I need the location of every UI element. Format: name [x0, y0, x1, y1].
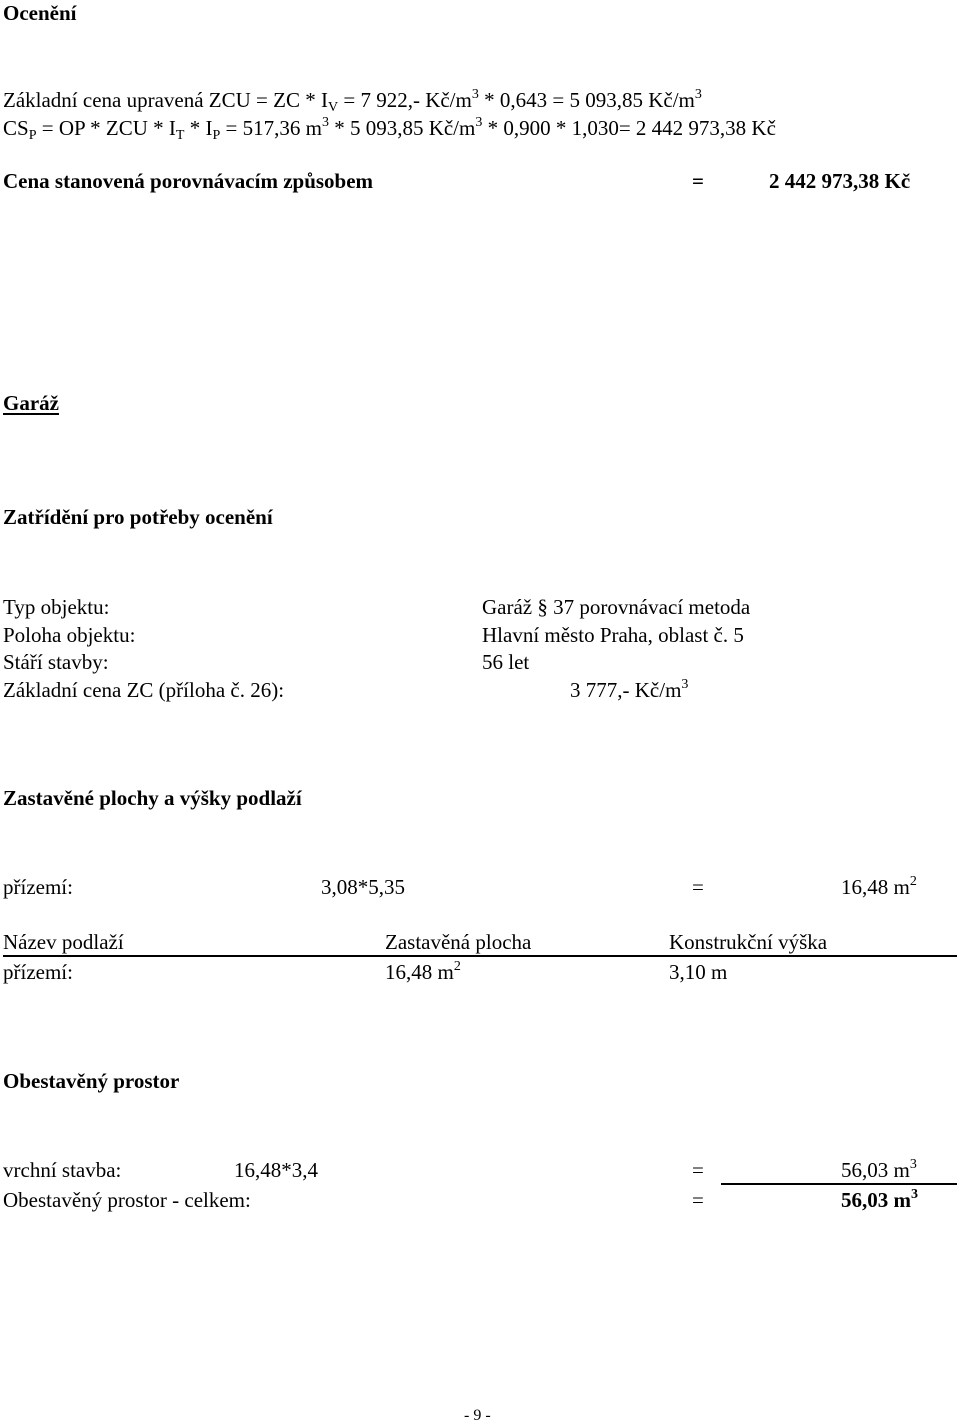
superscript: 3: [681, 677, 689, 692]
classification-label: Stáří stavby:: [3, 650, 109, 674]
volume-row1-expression: 16,48*3,4: [234, 1158, 318, 1182]
formula-csp-part: * 5 093,85 Kč/m: [328, 116, 476, 140]
formula-csp-part: CS: [3, 116, 29, 140]
area-calc-value: [841, 874, 917, 899]
area-calc-label: přízemí:: [3, 875, 73, 899]
section-heading-obestaveny: Obestavěný prostor: [3, 1069, 180, 1093]
price-equals: =: [692, 169, 704, 193]
table-row-area: [385, 959, 461, 984]
classification-value: [570, 677, 689, 702]
table-row-height: 3,10 m: [669, 960, 728, 984]
area-value-text: 16,48 m: [841, 875, 910, 899]
classification-label: Typ objektu:: [3, 595, 110, 619]
volume-total-label: Obestavěný prostor - celkem:: [3, 1188, 251, 1212]
superscript: 3: [321, 115, 329, 130]
section-heading-garaz: Garáž: [3, 391, 59, 415]
volume-sum-divider: [721, 1183, 957, 1185]
superscript: 3: [694, 87, 702, 102]
volume-row1-equals: =: [692, 1158, 704, 1182]
area-calc-expression: 3,08*5,35: [321, 875, 405, 899]
formula-csp-part: = 517,36 m: [220, 116, 322, 140]
price-value: 2 442 973,38 Kč: [769, 169, 911, 193]
classification-value: Hlavní město Praha, oblast č. 5: [482, 623, 744, 647]
subscript: V: [327, 100, 339, 115]
table-row-name: přízemí:: [3, 960, 73, 984]
section-heading-oceneni: Ocenění: [3, 1, 77, 25]
formula-csp: [3, 115, 776, 143]
base-price-value: 3 777,- Kč/m: [570, 678, 682, 702]
area-calc-equals: =: [692, 875, 704, 899]
formula-csp-part: = OP * ZCU * I: [36, 116, 176, 140]
table-header-plocha: Zastavěná plocha: [385, 930, 532, 954]
superscript: 2: [453, 959, 461, 974]
volume-total-value: [841, 1187, 918, 1212]
volume-row1-value: [841, 1157, 917, 1182]
section-heading-zastavene: Zastavěné plochy a výšky podlaží: [3, 786, 302, 810]
formula-zcu-part: = 7 922,- Kč/m: [338, 88, 472, 112]
table-row-area-text: 16,48 m: [385, 960, 454, 984]
classification-value: Garáž § 37 porovnávací metoda: [482, 595, 751, 619]
table-header-divider: [3, 955, 957, 957]
subscript: T: [175, 128, 185, 143]
volume-total-equals: =: [692, 1188, 704, 1212]
price-label: Cena stanovená porovnávacím způsobem: [3, 169, 374, 193]
volume-row1-label: vrchní stavba:: [3, 1158, 122, 1182]
superscript: 3: [471, 87, 479, 102]
superscript: 3: [911, 1187, 918, 1202]
volume-total-value-text: 56,03 m: [841, 1188, 911, 1212]
table-header-vyska: Konstrukční výška: [669, 930, 828, 954]
superscript: 3: [475, 115, 483, 130]
formula-zcu: [3, 87, 702, 115]
formula-csp-part: * I: [184, 116, 213, 140]
volume-row1-value-text: 56,03 m: [841, 1158, 910, 1182]
table-header-nazev: Název podlaží: [3, 930, 124, 954]
classification-label: Poloha objektu:: [3, 623, 136, 647]
superscript: 3: [909, 1157, 917, 1172]
subscript: P: [28, 128, 37, 143]
superscript: 2: [909, 874, 917, 889]
formula-zcu-part: Základní cena upravená ZCU = ZC * I: [3, 88, 328, 112]
section-heading-zatrideni: Zatřídění pro potřeby ocenění: [3, 505, 273, 529]
formula-csp-part: * 0,900 * 1,030= 2 442 973,38 Kč: [482, 116, 776, 140]
classification-value: 56 let: [482, 650, 530, 674]
classification-label: Základní cena ZC (příloha č. 26):: [3, 678, 285, 702]
page-number: - 9 -: [464, 1407, 491, 1424]
formula-zcu-part: * 0,643 = 5 093,85 Kč/m: [478, 88, 695, 112]
subscript: P: [212, 128, 221, 143]
